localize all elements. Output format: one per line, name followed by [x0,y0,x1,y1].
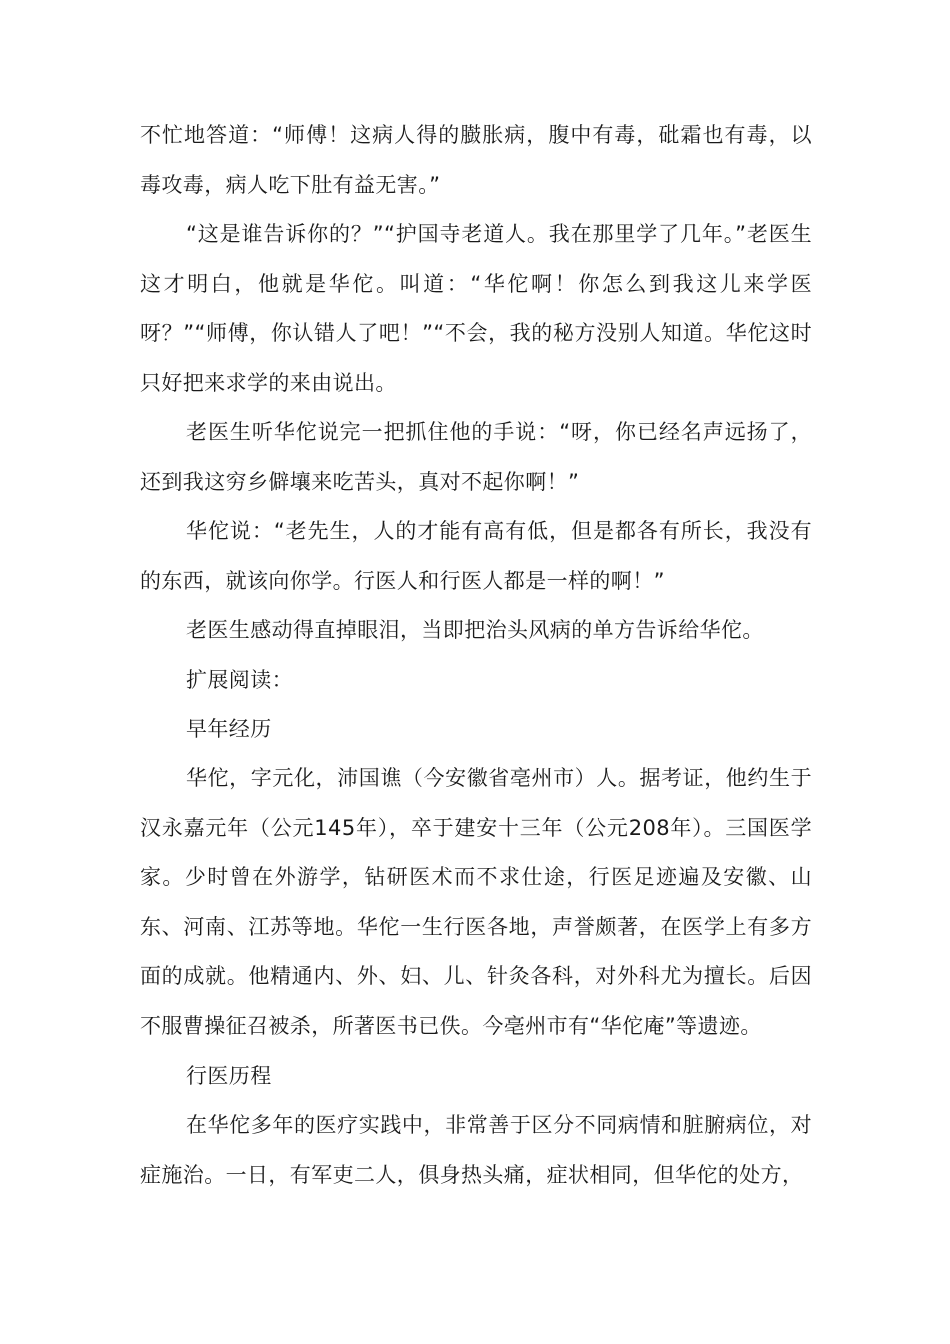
paragraph-biography: 华佗，字元化，沛国谯（今安徽省亳州市）人。据考证，他约生于汉永嘉元年（公元145年），卒于建安十三年（公元208年）。三国医学家。少时曾在外游学，钻研医术而不求仕途，行医足迹遍及安徽、山东、河南、江苏等地。华佗一生行医各地，声誉颇著，在医学上有多方面的成就。他精通内、外、妇、儿、针灸各科，对外科尤为擅长。后因不服曹操征召被杀，所著医书已佚。今亳州市有“华佗庵”等遗迹。 [140,766,812,1038]
paragraph-diagnosis-answer: 不忙地答道：“师傅！这病人得的臌胀病，腹中有毒，砒霜也有毒，以毒攻毒，病人吃下肚有益无害。” [140,123,812,197]
heading-early-years: 早年经历 [186,717,272,741]
paragraph-huatuo-says: 华佗说：“老先生，人的才能有高有低，但是都各有所长，我没有的东西，就该向你学。行医人和行医人都是一样的啊！” [140,519,812,593]
heading-extended-reading: 扩展阅读： [186,668,293,692]
paragraph-old-doctor-grasps-hand: 老医生听华佗说完一把抓住他的手说：“呀，你已经名声远扬了，还到我这穷乡僻壤来吃苦头，真对不起你啊！” [140,420,812,494]
heading-medical-career: 行医历程 [186,1064,272,1088]
paragraph-who-told-you: “这是谁告诉你的？”“护国寺老道人。我在那里学了几年。”老医生这才明白，他就是华佗。叫道：“华佗啊！你怎么到我这儿来学医呀？”“师傅，你认错人了吧！”“不会，我的秘方没别人知道。华佗这时只好把来求学的来由说出。 [140,222,812,395]
paragraph-medical-practice: 在华佗多年的医疗实践中，非常善于区分不同病情和脏腑病位，对症施治。一日，有军吏二人，俱身热头痛，症状相同，但华佗的处方， [140,1113,812,1187]
paragraph-old-doctor-moved: 老医生感动得直掉眼泪，当即把治头风病的单方告诉给华佗。 [186,618,764,642]
